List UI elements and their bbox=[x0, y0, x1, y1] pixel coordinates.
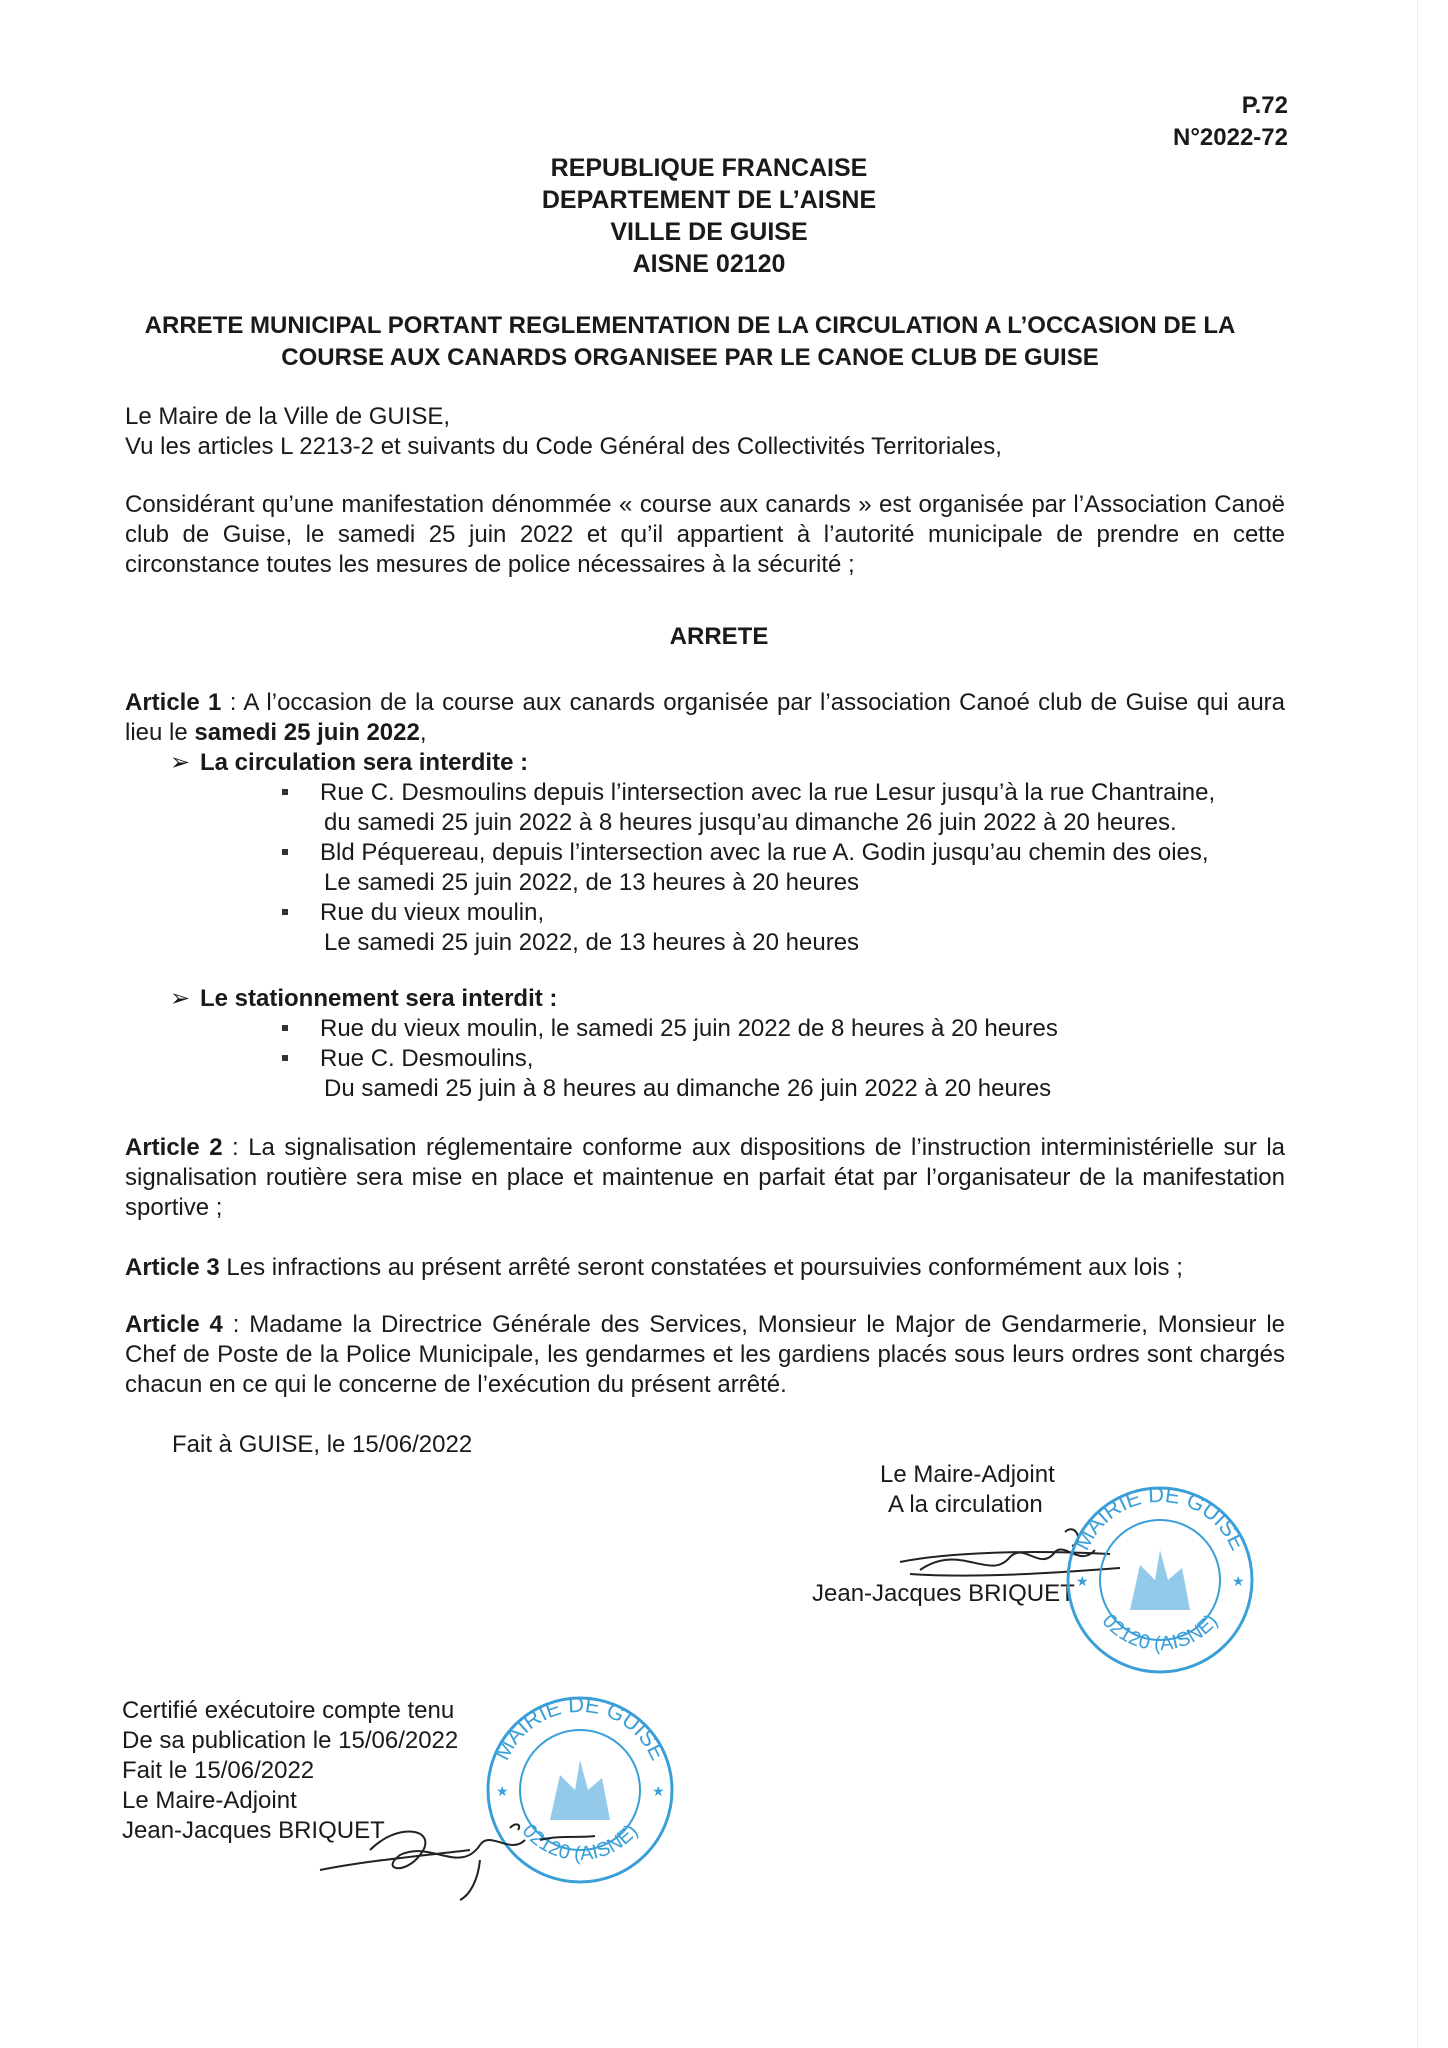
arrow-bullet-icon: ➢ bbox=[170, 749, 191, 776]
svg-text:MAIRIE DE GUISE: MAIRIE DE GUISE bbox=[1069, 1481, 1251, 1555]
article-3-text: Les infractions au présent arrêté seront constatées et poursuivies conformément aux lois ; bbox=[219, 1254, 1183, 1281]
header-block bbox=[0, 152, 1448, 280]
square-bullet-icon bbox=[282, 1055, 288, 1061]
signature-image bbox=[310, 1800, 610, 1910]
certification-line: Fait le 15/06/2022 bbox=[122, 1757, 315, 1784]
svg-text:★: ★ bbox=[496, 1784, 509, 1800]
intro-block bbox=[125, 402, 1285, 462]
title-line: ARRETE MUNICIPAL PORTANT REGLEMENTATION DE LA CIRCULATION A L’OCCASION DE LA bbox=[144, 312, 1236, 339]
mairie-stamp bbox=[1060, 1480, 1260, 1680]
list-item-line2: du samedi 25 juin 2022 à 8 heures jusqu’au dimanche 26 juin 2022 à 20 heures. bbox=[324, 809, 1177, 836]
circulation-heading-text: La circulation sera interdite : bbox=[200, 749, 529, 776]
square-bullet-icon bbox=[282, 909, 288, 915]
header-line: VILLE DE GUISE bbox=[610, 218, 808, 246]
decree-title bbox=[100, 310, 1280, 374]
article-1-date: samedi 25 juin 2022 bbox=[194, 719, 420, 746]
list-item-line1: Rue C. Desmoulins, bbox=[320, 1045, 534, 1072]
svg-text:02120 (AISNE): 02120 (AISNE) bbox=[517, 1820, 643, 1866]
article-2-label: Article 2 bbox=[125, 1134, 223, 1161]
list-item-line2: Le samedi 25 juin 2022, de 13 heures à 20 heures bbox=[324, 869, 860, 896]
reference-block bbox=[1173, 90, 1288, 154]
square-bullet-icon bbox=[282, 1025, 288, 1031]
square-bullet-icon bbox=[282, 789, 288, 795]
signatory-name: Jean-Jacques BRIQUET bbox=[812, 1580, 1075, 1607]
certification-line: Certifié exécutoire compte tenu bbox=[122, 1697, 455, 1724]
article-2 bbox=[125, 1133, 1285, 1223]
circulation-heading bbox=[170, 748, 528, 778]
header-line: DEPARTEMENT DE L’AISNE bbox=[541, 186, 877, 214]
stationnement-heading-text: Le stationnement sera interdit : bbox=[200, 985, 558, 1012]
article-1-label: Article 1 bbox=[125, 689, 222, 716]
certification-line: De sa publication le 15/06/2022 bbox=[122, 1727, 459, 1754]
arrete-label: ARRETE bbox=[669, 623, 769, 650]
list-item-line1: Rue du vieux moulin, le samedi 25 juin 2022 de 8 heures à 20 heures bbox=[320, 1015, 1058, 1042]
article-4 bbox=[125, 1310, 1285, 1400]
article-1 bbox=[125, 688, 1285, 748]
square-bullet-icon bbox=[282, 849, 288, 855]
decree-number: N°2022-72 bbox=[1172, 124, 1288, 151]
header-line: REPUBLIQUE FRANCAISE bbox=[550, 154, 868, 182]
scan-edge-line bbox=[1417, 0, 1418, 2048]
list-item-line2: Le samedi 25 juin 2022, de 13 heures à 20 heures bbox=[324, 929, 860, 956]
intro-line: Le Maire de la Ville de GUISE, bbox=[125, 403, 451, 430]
article-1-text: : A l’occasion de la course aux canards organisée par l’association Canoé club de Guise qui aura lieu le bbox=[125, 689, 1286, 746]
article-2-text: : La signalisation réglementaire conforme aux dispositions de l’instruction interministérielle sur la signalisation routière sera mise en place et maintenue en parfait état par l’organisateur de la manifestation sportive ; bbox=[125, 1134, 1285, 1221]
svg-text:★: ★ bbox=[1076, 1574, 1089, 1590]
list-item-line1: Rue C. Desmoulins depuis l’intersection avec la rue Lesur jusqu’à la rue Chantraine, bbox=[320, 779, 1216, 806]
signatory-title-line: Le Maire-Adjoint bbox=[880, 1461, 1055, 1488]
svg-text:★: ★ bbox=[1232, 1574, 1245, 1590]
signatory-title-line: A la circulation bbox=[888, 1491, 1043, 1518]
fait-line: Fait à GUISE, le 15/06/2022 bbox=[172, 1431, 473, 1458]
list-item-line2: Du samedi 25 juin à 8 heures au dimanche 26 juin 2022 à 20 heures bbox=[324, 1075, 1052, 1102]
arrow-bullet-icon: ➢ bbox=[170, 985, 191, 1012]
header-line: AISNE 02120 bbox=[632, 250, 786, 278]
intro-line: Vu les articles L 2213-2 et suivants du Code Général des Collectivités Territoriales, bbox=[125, 433, 1002, 460]
article-3 bbox=[125, 1253, 1285, 1283]
article-3-label: Article 3 bbox=[125, 1254, 220, 1281]
page-number: P.72 bbox=[1241, 92, 1288, 119]
article-1-tail: , bbox=[419, 719, 427, 746]
considerant-paragraph: Considérant qu’une manifestation dénommée « course aux canards » est organisée par l’Association Canoë club de Guise, le samedi 25 juin 2022 et qu’il appartient à l’autorité municipale de prendre en cette circonstance toutes les mesures de police nécessaires à la sécurité ; bbox=[125, 491, 1285, 578]
svg-text:★: ★ bbox=[652, 1784, 665, 1800]
signatory-title bbox=[880, 1460, 1055, 1520]
certification-line: Jean-Jacques BRIQUET bbox=[122, 1817, 385, 1844]
certification-line: Le Maire-Adjoint bbox=[122, 1787, 297, 1814]
svg-text:MAIRIE DE GUISE: MAIRIE DE GUISE bbox=[489, 1691, 671, 1765]
stationnement-heading bbox=[170, 984, 557, 1014]
list-item-line1: Rue du vieux moulin, bbox=[320, 899, 545, 926]
svg-text:02120 (AISNE): 02120 (AISNE) bbox=[1097, 1610, 1223, 1656]
article-4-text: : Madame la Directrice Générale des Services, Monsieur le Major de Gendarmerie, Monsieur le Chef de Poste de la Police Municipale, les gendarmes et les gardiens placés sous leurs ordres sont chargés chacun en ce qui le concerne de l’exécution du présent arrêté. bbox=[125, 1311, 1286, 1398]
article-4-label: Article 4 bbox=[125, 1311, 223, 1338]
title-line: COURSE AUX CANARDS ORGANISEE PAR LE CANOE CLUB DE GUISE bbox=[281, 344, 1099, 371]
list-item-line1: Bld Péquereau, depuis l’intersection avec la rue A. Godin jusqu’au chemin des oies, bbox=[320, 839, 1209, 866]
